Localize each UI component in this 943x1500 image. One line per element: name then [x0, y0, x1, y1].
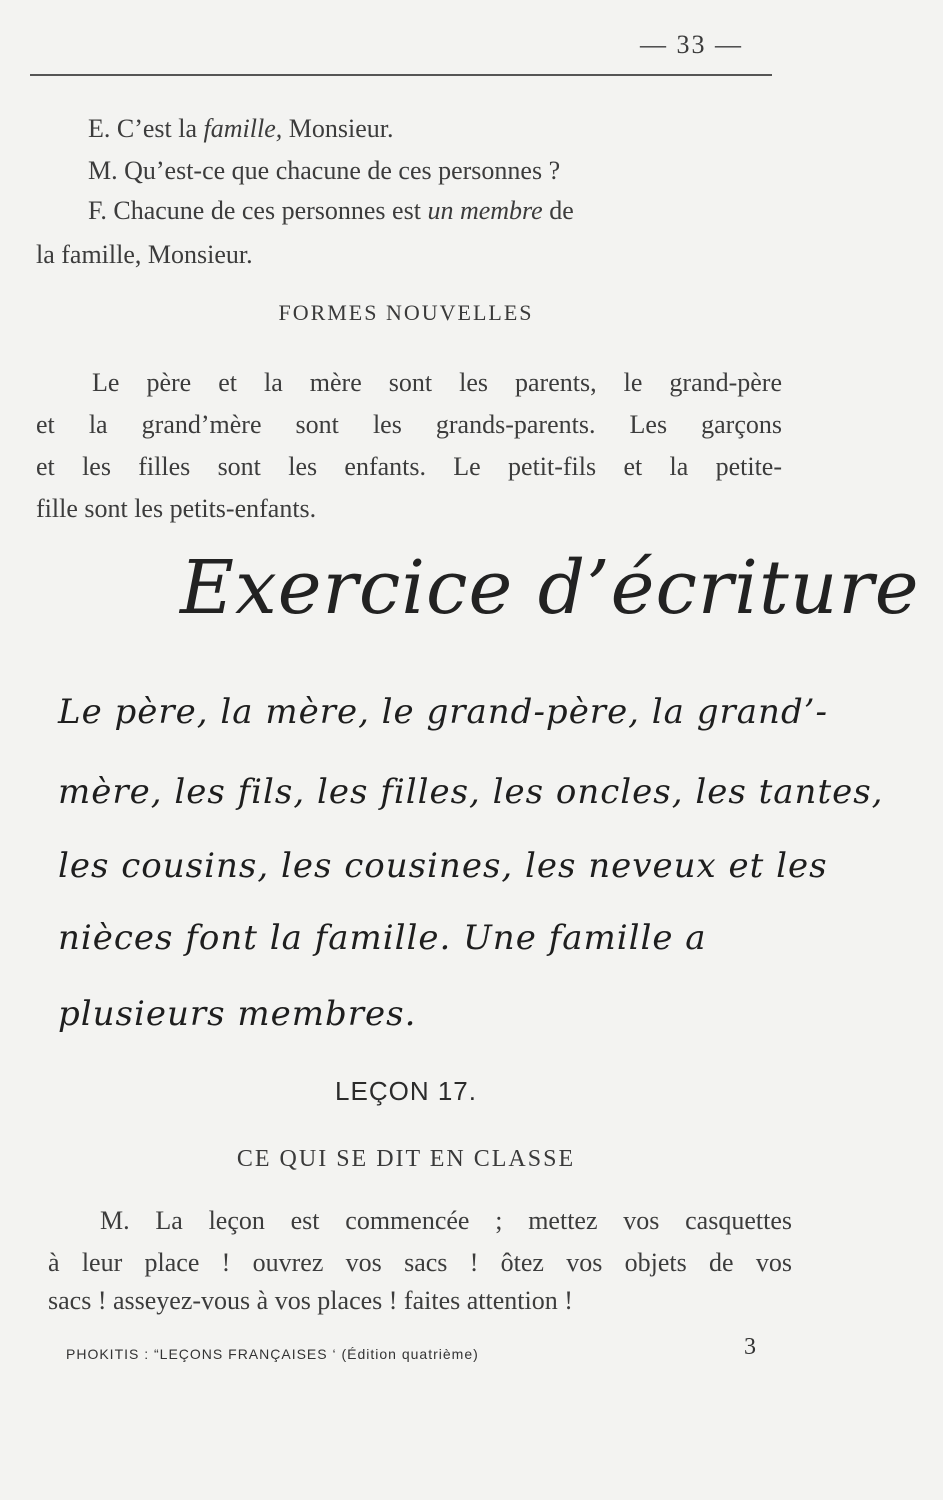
dialogue-text: F. Chacune de ces personnes est — [88, 196, 428, 225]
paragraph-line: Le père et la mère sont les parents, le grand-père — [92, 368, 782, 397]
handwritten-line: nièces font la famille. Une famille a — [58, 918, 707, 958]
paragraph-line: et la grand’mère sont les grands-parents. Les garçons — [36, 410, 782, 439]
handwritten-line: Le père, la mère, le grand-père, la grand’- — [58, 692, 828, 732]
footer-signature: PHOKITIS : “LEÇONS FRANÇAISES ‘ (Édition quatrième) — [66, 1346, 479, 1362]
paragraph-line: sacs ! asseyez-vous à vos places ! faites attention ! — [48, 1286, 573, 1315]
lesson-subtitle: CE QUI SE DIT EN CLASSE — [236, 1146, 576, 1172]
dialogue-line — [88, 196, 574, 226]
dialogue-line — [88, 156, 560, 186]
exercise-title: Exercice d’écriture — [180, 545, 920, 631]
paragraph-line: et les filles sont les enfants. Le petit-fils et la petite- — [36, 452, 782, 481]
section-title: FORMES NOUVELLES — [278, 300, 534, 325]
handwritten-line: les cousins, les cousines, les neveux et les — [58, 846, 828, 886]
handwritten-line: mère, les fils, les filles, les oncles, les tantes, — [58, 772, 884, 812]
dialogue-italic: un membre — [427, 196, 543, 225]
page-number: — 33 — — [640, 30, 743, 59]
paragraph-line: M. La leçon est commencée ; mettez vos casquettes — [100, 1206, 792, 1235]
header-rule — [30, 74, 772, 76]
dialogue-text: de — [542, 196, 574, 225]
dialogue-text: M. Qu’est-ce que chacune de ces personnes ? — [88, 156, 561, 185]
handwritten-line: plusieurs membres. — [58, 994, 417, 1034]
dialogue-text: Monsieur. — [282, 114, 394, 143]
dialogue-italic: famille, — [203, 114, 283, 143]
lesson-title: LEÇON 17. — [335, 1076, 477, 1106]
paragraph-line: à leur place ! ouvrez vos sacs ! ôtez vos objets de vos — [48, 1248, 792, 1277]
signature-mark: 3 — [744, 1334, 756, 1360]
dialogue-line — [36, 240, 253, 270]
dialogue-text: E. C’est la — [88, 114, 204, 143]
paragraph-line: fille sont les petits-enfants. — [36, 494, 317, 523]
dialogue-line — [88, 114, 393, 144]
dialogue-text: la famille, Monsieur. — [36, 240, 253, 269]
